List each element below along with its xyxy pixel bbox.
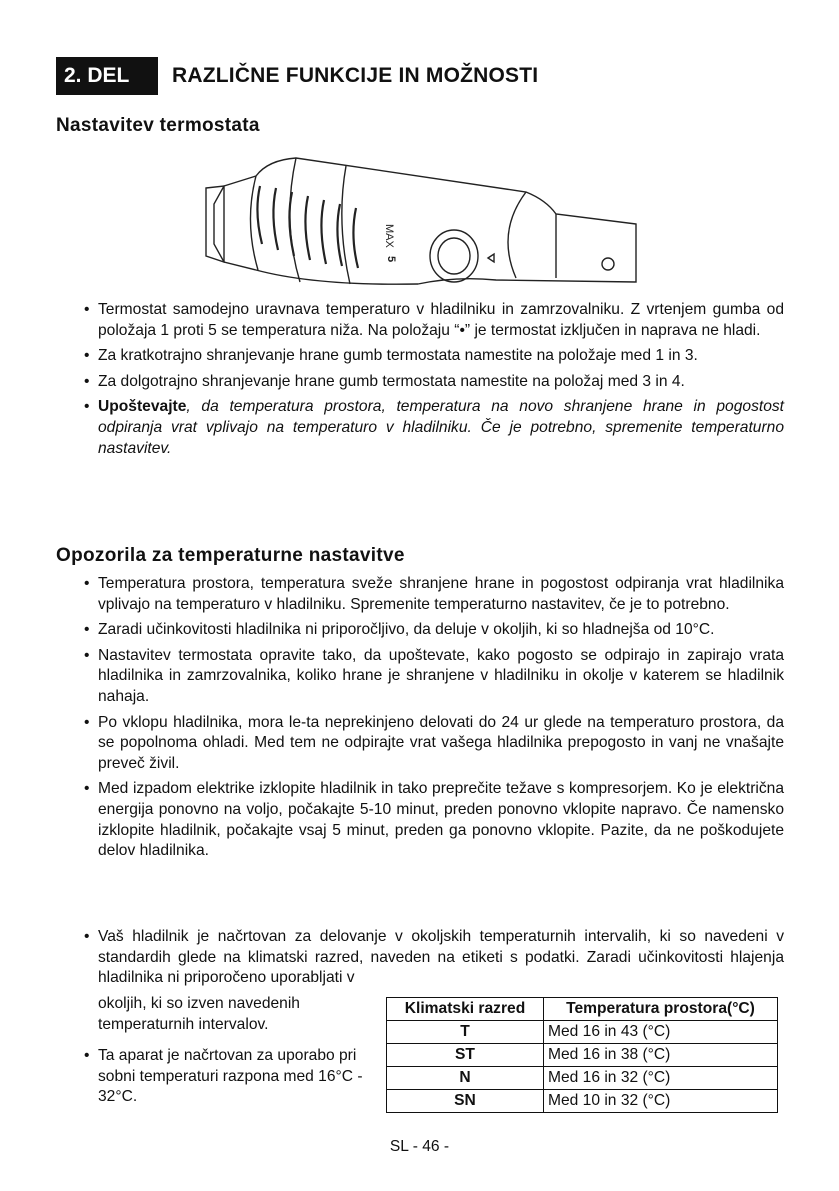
climate-class-cell: N xyxy=(387,1067,544,1090)
table-row xyxy=(387,1067,778,1090)
usage-note xyxy=(84,1046,384,1108)
thermostat-number-label: 5 xyxy=(385,256,397,263)
indicator-arrow xyxy=(488,254,494,262)
warnings-bullet-list xyxy=(84,574,784,867)
grille-slot xyxy=(353,208,358,268)
chapter-title: RAZLIČNE FUNKCIJE IN MOŽNOSTI xyxy=(172,64,539,87)
temperature-range-cell: Med 10 in 32 (°C) xyxy=(544,1090,778,1113)
table-row xyxy=(387,1021,778,1044)
thermostat-icon xyxy=(196,152,638,292)
table-header-row xyxy=(387,998,778,1021)
section-heading-warnings: Opozorila za temperaturne nastavitve xyxy=(56,545,405,566)
list-item: • Zaradi učinkovitosti hladilnika ni priporočljivo, da deluje v okoljih, ki so hladnejša od 10°C. xyxy=(84,620,784,641)
thermostat-rib xyxy=(342,166,350,284)
section-heading-thermostat: Nastavitev termostata xyxy=(56,115,260,136)
list-item: • Za kratkotrajno shranjevanje hrane gumb termostata namestite na položaje med 1 in 3. xyxy=(84,346,784,367)
table-row xyxy=(387,1044,778,1067)
climate-tail: okoljih, ki so izven navedenih temperaturnih intervalov. xyxy=(98,995,300,1033)
climate-intro: • Vaš hladilnik je načrtovan za delovanje v okoljskih temperaturnih intervalih, ki so navedeni v standardih glede na klimatski razred, naveden na etiketi s podatki. Zaradi učinkovitosti hlajenja hladilnika ni priporočeno uporabljati v xyxy=(84,927,784,989)
note-item xyxy=(84,397,784,459)
grille-slot xyxy=(321,200,326,264)
climate-paragraph xyxy=(84,927,784,989)
thermostat-end-cap xyxy=(206,186,224,262)
section-header xyxy=(56,57,538,95)
table-header-temperature: Temperatura prostora(°C) xyxy=(544,998,778,1021)
climate-class-table xyxy=(386,997,778,1113)
note-text: , da temperatura prostora, temperatura na novo shranjene hrane in pogostost odpiranja vrat vplivajo na temperaturo v hladilniku. Če je potrebno, spremenite temperaturno nastavitev. xyxy=(98,398,784,457)
list-item: • Med izpadom elektrike izklopite hladilnik in tako preprečite težave s kompresorjem. Ko je električna energija ponovno na voljo, počakajte 5-10 minut, preden ponovno vklopite napravo. Če namensko izklopite hladilnik, počakajte vsaj 5 minut, preden ga ponovno vklopite. Pazite, da ne poškodujete delov hladilnika. xyxy=(84,779,784,861)
climate-class-cell: ST xyxy=(387,1044,544,1067)
grille-slot xyxy=(257,186,262,244)
temperature-range-cell: Med 16 in 32 (°C) xyxy=(544,1067,778,1090)
page-number: SL - 46 - xyxy=(389,1138,450,1155)
grille-slot xyxy=(305,196,310,260)
table-row xyxy=(387,1090,778,1113)
table-header-class: Klimatski razred xyxy=(387,998,544,1021)
grille-slot xyxy=(273,188,278,250)
thermostat-rib xyxy=(250,176,258,270)
thermostat-rib xyxy=(290,158,300,282)
thermostat-max-label: MAX xyxy=(383,224,395,248)
thermostat-housing xyxy=(214,158,636,284)
note-label: Upoštevajte xyxy=(98,398,187,416)
chapter-tag: 2. DEL xyxy=(56,57,158,95)
thermostat-rib xyxy=(508,192,526,278)
usage-note-text: Ta aparat je načrtovan za uporabo pri sobni temperaturi razpona med 16°C - 32°C. xyxy=(98,1047,363,1106)
list-item: • Temperatura prostora, temperatura sveže shranjene hrane in pogostost odpiranja vrat hladilnika vplivajo na temperaturo v hladilniku. Spremenite temperaturno nastavitev, če je to potrebno. xyxy=(84,574,784,615)
temperature-range-cell: Med 16 in 43 (°C) xyxy=(544,1021,778,1044)
thermostat-knob-center xyxy=(438,238,470,274)
list-item: • Za dolgotrajno shranjevanje hrane gumb termostata namestite na položaj med 3 in 4. xyxy=(84,372,784,393)
climate-class-cell: T xyxy=(387,1021,544,1044)
screw-hole xyxy=(602,258,614,270)
list-item: • Termostat samodejno uravnava temperaturo v hladilniku in zamrzovalniku. Z vrtenjem gumba od položaja 1 proti 5 se temperatura niža. Na položaju “•” je termostat izključen in naprava ne hladi. xyxy=(84,300,784,341)
temperature-range-cell: Med 16 in 38 (°C) xyxy=(544,1044,778,1067)
grille-slot xyxy=(289,192,294,256)
list-item: • Po vklopu hladilnika, mora le-ta neprekinjeno delovati do 24 ur glede na temperaturo prostora, da se popolnoma ohladi. Med tem ne odpirajte vrat vašega hladilnika prepogosto in vanj ne vnašajte preveč živil. xyxy=(84,713,784,775)
thermostat-bullet-list xyxy=(84,300,784,464)
climate-class-cell: SN xyxy=(387,1090,544,1113)
list-item: • Nastavitev termostata opravite tako, da upoštevate, kako pogosto se odpirajo in zapirajo vrata hladilnika in zamrzovalnika, koliko hrane je shranjene v hladilniku in okolje v katerem se hladilnik nahaja. xyxy=(84,646,784,708)
bullet-marker: • xyxy=(84,1047,90,1064)
